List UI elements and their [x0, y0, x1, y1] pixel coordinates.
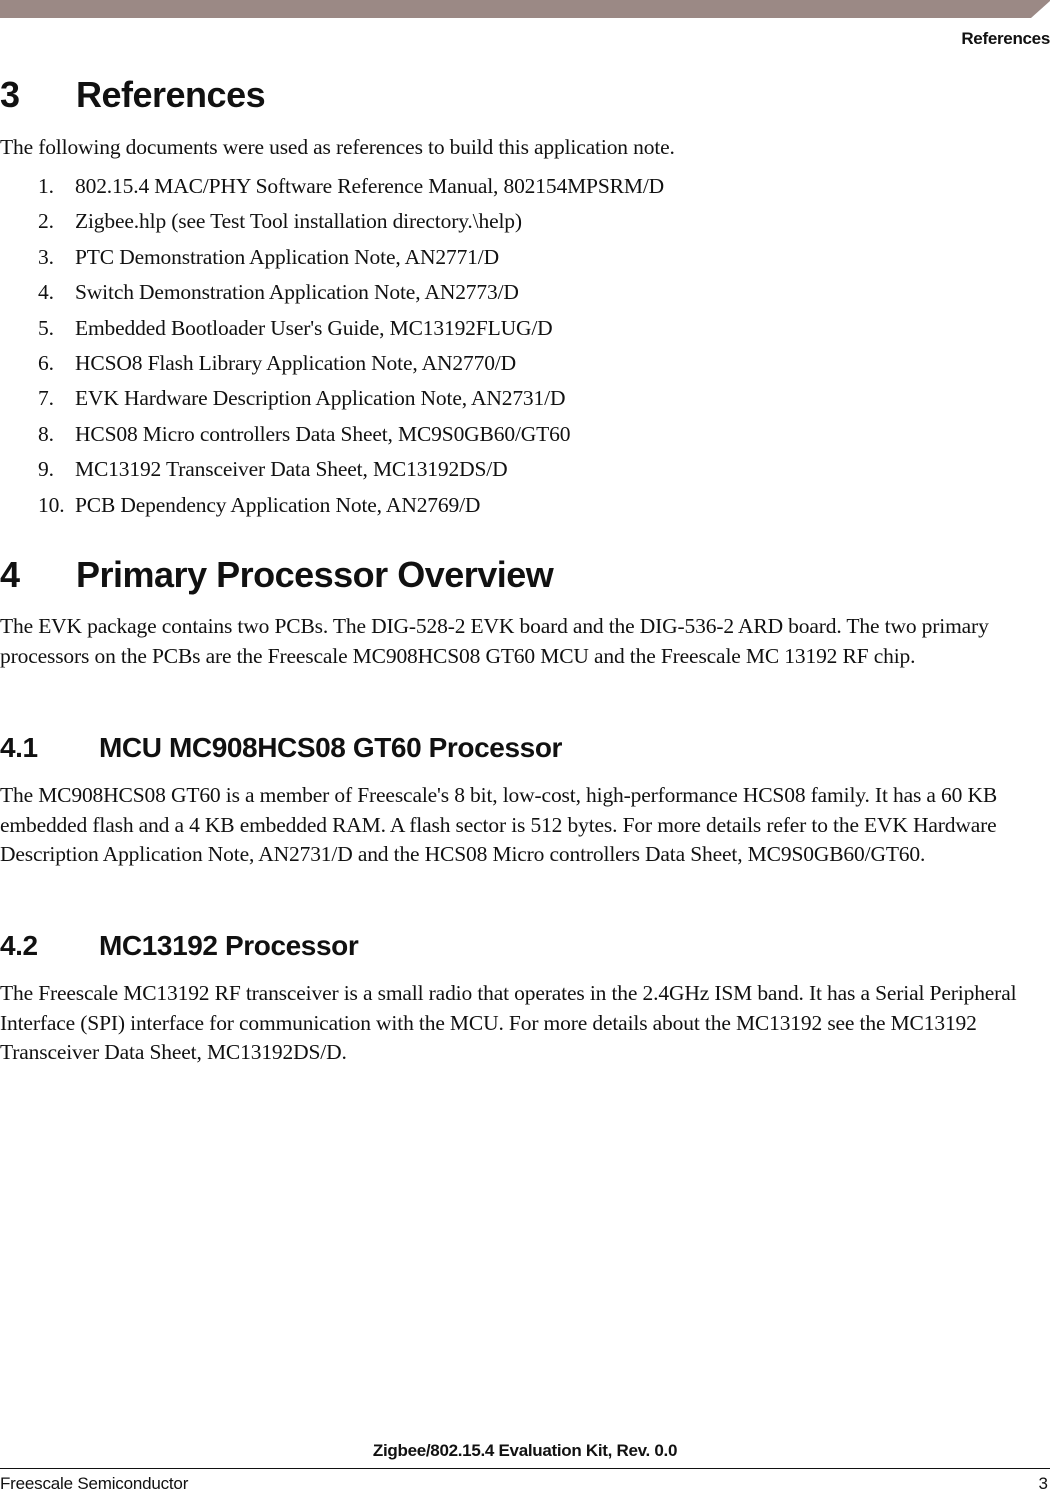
- reference-text: HCSO8 Flash Library Application Note, AN2770/D: [75, 350, 516, 375]
- section-title: MC13192 Processor: [99, 930, 359, 961]
- section-4-heading: [0, 555, 553, 595]
- section-3-heading: [0, 75, 265, 115]
- reference-text: PTC Demonstration Application Note, AN2771/D: [75, 244, 499, 269]
- reference-text: Zigbee.hlp (see Test Tool installation directory.\help): [75, 209, 522, 234]
- reference-text: PCB Dependency Application Note, AN2769/D: [75, 492, 481, 517]
- page-number: 3: [1038, 1474, 1048, 1493]
- list-number: 8.: [38, 421, 54, 446]
- list-number: 4.: [38, 280, 54, 305]
- list-number: 2.: [38, 209, 54, 234]
- header-banner: [0, 0, 1050, 18]
- reference-text: Switch Demonstration Application Note, AN2773/D: [75, 280, 519, 305]
- reference-text: Embedded Bootloader User's Guide, MC13192FLUG/D: [75, 315, 553, 340]
- list-number: 5.: [38, 315, 54, 340]
- section-4-1-heading: [0, 732, 562, 764]
- reference-text: 802.15.4 MAC/PHY Software Reference Manual, 802154MPSRM/D: [75, 174, 665, 198]
- section-title: References: [76, 74, 266, 115]
- list-number: 7.: [38, 386, 54, 411]
- list-number: 3.: [38, 244, 54, 269]
- list-number: 1.: [38, 174, 54, 198]
- section-4-2-body: The Freescale MC13192 RF transceiver is a small radio that operates in the 2.4GHz ISM band. It has a Serial Peripheral Interface (SPI) interface for communication with the MCU. For more details about the MC13192 see the MC13192 Transceiver Data Sheet, MC13192DS/D.: [0, 981, 1017, 1065]
- section-number: 4.2: [0, 930, 38, 961]
- section-4-1-body: The MC908HCS08 GT60 is a member of Freescale's 8 bit, low-cost, high-performance HCS08 family. It has a 60 KB embedded flash and a 4 KB embedded RAM. A flash sector is 512 bytes. For more details refer to the EVK Hardware Description Application Note, AN2731/D and the HCS08 Micro controllers Data Sheet, MC9S0GB60/GT60.: [0, 783, 998, 867]
- references-intro: The following documents were used as references to build this application note.: [0, 135, 675, 159]
- running-head: References: [961, 29, 1050, 48]
- section-number: 4: [0, 554, 20, 595]
- footer-company: Freescale Semiconductor: [0, 1474, 189, 1493]
- section-number: 3: [0, 74, 20, 115]
- section-number: 4.1: [0, 732, 38, 763]
- list-number: 9.: [38, 457, 54, 482]
- banner-shape: [0, 0, 1050, 18]
- footer-doc-title: Zigbee/802.15.4 Evaluation Kit, Rev. 0.0: [372, 1441, 678, 1460]
- reference-text: HCS08 Micro controllers Data Sheet, MC9S0GB60/GT60: [75, 421, 571, 446]
- section-4-2-heading: [0, 930, 358, 962]
- section-4-body: The EVK package contains two PCBs. The DIG-528-2 EVK board and the DIG-536-2 ARD board. The two primary processors on the PCBs are the Freescale MC908HCS08 GT60 MCU and the Freescale MC 13192 RF chip.: [0, 614, 989, 668]
- section-title: Primary Processor Overview: [76, 554, 554, 595]
- footer-divider: [0, 1468, 1050, 1469]
- reference-text: MC13192 Transceiver Data Sheet, MC13192DS/D: [75, 457, 508, 482]
- list-number: 6.: [38, 350, 54, 375]
- reference-text: EVK Hardware Description Application Note, AN2731/D: [75, 386, 566, 411]
- list-number: 10.: [38, 492, 65, 517]
- section-title: MCU MC908HCS08 GT60 Processor: [99, 732, 563, 763]
